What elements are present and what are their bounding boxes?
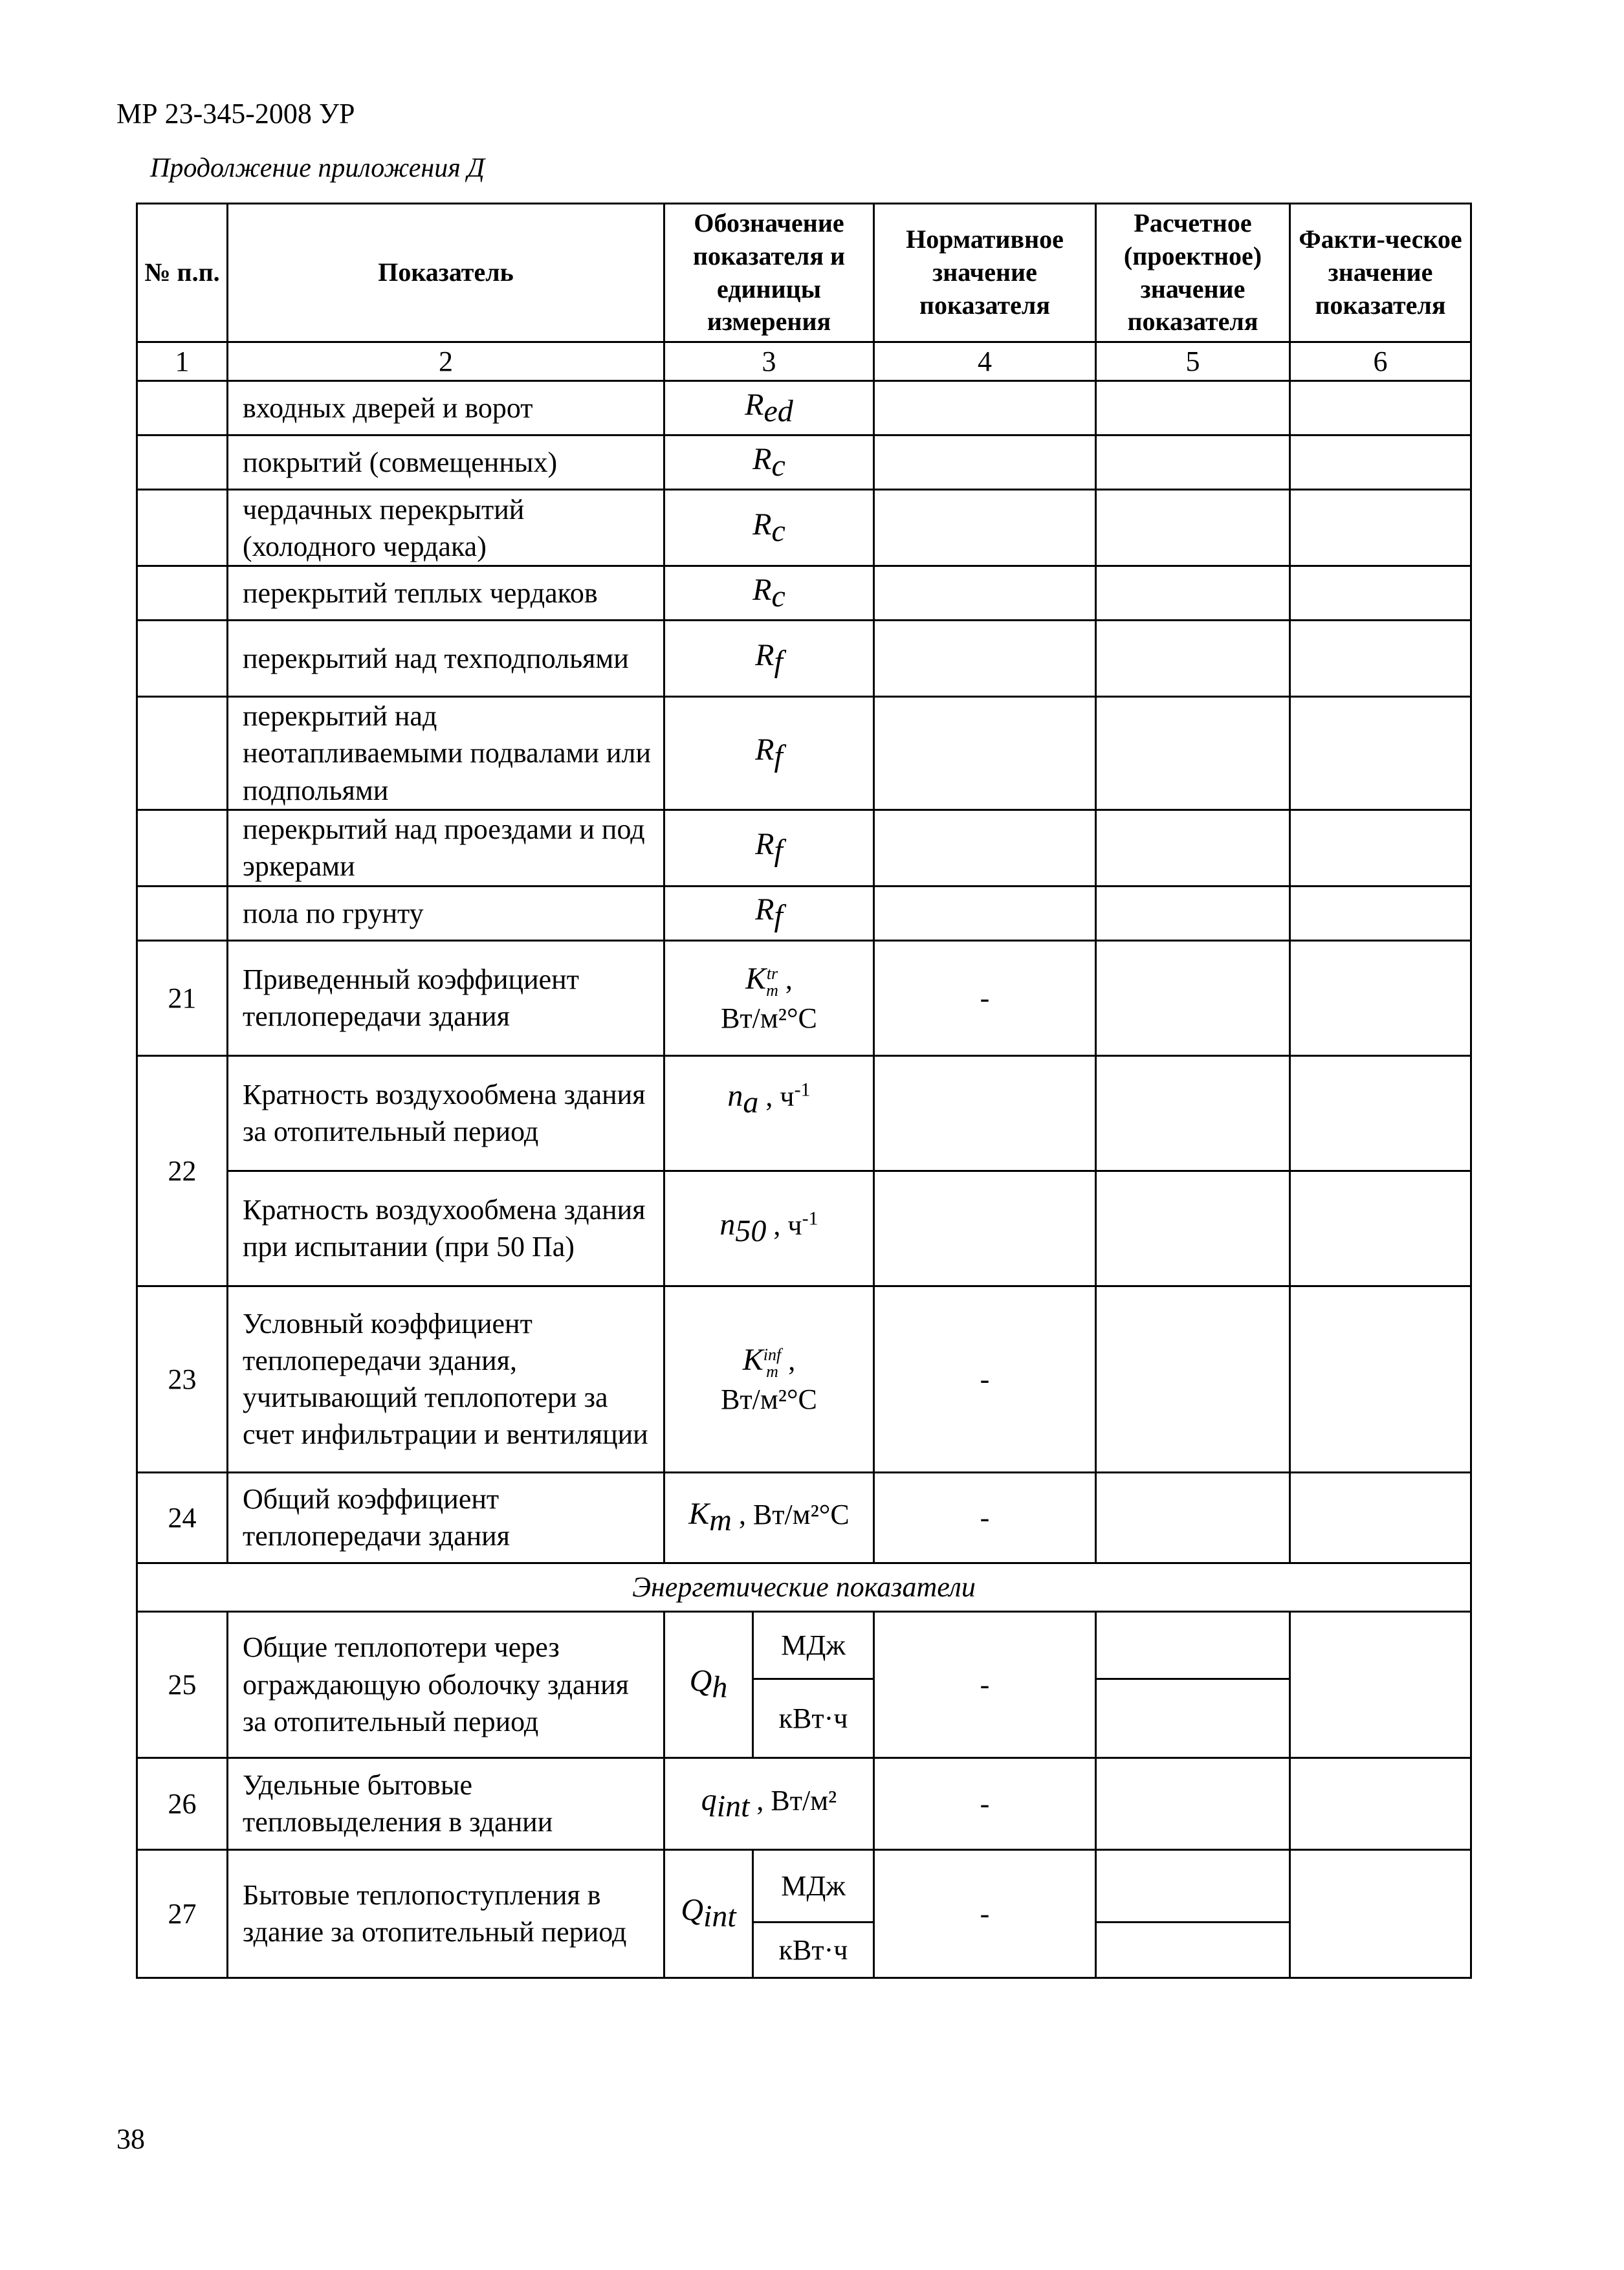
indicator-label: Приведенный коэффициент теплопередачи здания — [228, 940, 664, 1055]
row-number: 22 — [137, 1055, 228, 1286]
indicator-label: Кратность воздухообмена здания при испытании (при 50 Па) — [228, 1171, 664, 1286]
indicator-label: Общие теплопотери через ограждающую оболочку здания за отопительный период — [228, 1611, 664, 1758]
page-number: 38 — [116, 2123, 145, 2155]
table-row — [137, 1171, 1471, 1286]
table-header-row — [137, 204, 1471, 342]
table-row — [137, 566, 1471, 621]
normative-value: - — [874, 1758, 1096, 1849]
indicator-symbol: $Q_h$ — [664, 1611, 753, 1758]
row-number: 24 — [137, 1472, 228, 1563]
row-number: 25 — [137, 1611, 228, 1758]
normative-value: - — [874, 1286, 1096, 1472]
column-number: 4 — [874, 342, 1096, 381]
row-number: 26 — [137, 1758, 228, 1849]
unit-label: кВт·ч — [753, 1922, 874, 1978]
column-number: 2 — [228, 342, 664, 381]
table-row — [137, 1758, 1471, 1849]
appendix-caption: Продолжение приложения Д — [150, 153, 485, 183]
table-row — [137, 1055, 1471, 1171]
indicator-label: Условный коэффициент теплопередачи здания, учитывающий теплопотери за счет инфильтрации и вентиляции — [228, 1286, 664, 1472]
table-row — [137, 490, 1471, 566]
unit-label: МДж — [753, 1611, 874, 1679]
table-row — [137, 1849, 1471, 1922]
indicator-label: Кратность воздухообмена здания за отопительный период — [228, 1055, 664, 1171]
indicator-label: входных дверей и ворот — [228, 381, 664, 435]
indicator-symbol: $R_f$ — [664, 810, 874, 886]
indicator-symbol: $Q_{int}$ — [664, 1849, 753, 1978]
indicator-symbol: $n_{50}$ , $ч^{-1}$ — [664, 1171, 874, 1286]
indicator-symbol: $R_c$ — [664, 435, 874, 490]
normative-value: - — [874, 940, 1096, 1055]
indicator-symbol: $R_f$ — [664, 886, 874, 940]
normative-value: - — [874, 1611, 1096, 1758]
indicator-symbol: $K_m$ , Вт/м²°С — [664, 1472, 874, 1563]
column-number: 3 — [664, 342, 874, 381]
table-row — [137, 1286, 1471, 1472]
unit-label: МДж — [753, 1849, 874, 1922]
indicator-label: перекрытий над неотапливаемыми подвалами или подпольями — [228, 697, 664, 810]
indicator-symbol: $R_c$ — [664, 566, 874, 621]
indicator-symbol: K inf m , Вт/м²°С — [664, 1286, 874, 1472]
table-row — [137, 1611, 1471, 1679]
indicator-label: чердачных перекрытий (холодного чердака) — [228, 490, 664, 566]
indicator-symbol: $n_a$ , $ч^{-1}$ — [664, 1055, 874, 1171]
indicator-symbol: K tr m , Вт/м²°С — [664, 940, 874, 1055]
indicator-label: пола по грунту — [228, 886, 664, 940]
table-row — [137, 810, 1471, 886]
column-number: 6 — [1290, 342, 1471, 381]
table-row — [137, 435, 1471, 490]
header-design: Расчетное (проектное) значение показателя — [1096, 204, 1290, 342]
header-actual: Факти-ческое значение показателя — [1290, 204, 1471, 342]
indicator-symbol: $R_{ed}$ — [664, 381, 874, 435]
column-number: 5 — [1096, 342, 1290, 381]
indicator-label: перекрытий над проездами и под эркерами — [228, 810, 664, 886]
header-no: № п.п. — [137, 204, 228, 342]
table-row — [137, 697, 1471, 810]
indicators-table — [136, 203, 1472, 1979]
indicator-label: Удельные бытовые тепловыделения в здании — [228, 1758, 664, 1849]
indicator-symbol: $R_f$ — [664, 697, 874, 810]
column-number: 1 — [137, 342, 228, 381]
document-code: МР 23-345-2008 УР — [116, 98, 355, 129]
indicator-label: покрытий (совмещенных) — [228, 435, 664, 490]
table-row — [137, 886, 1471, 940]
normative-value: - — [874, 1849, 1096, 1978]
row-number: 21 — [137, 940, 228, 1055]
indicator-label: перекрытий над техподпольями — [228, 621, 664, 697]
row-number: 23 — [137, 1286, 228, 1472]
section-row — [137, 1563, 1471, 1611]
normative-value: - — [874, 1472, 1096, 1563]
indicator-symbol: $R_f$ — [664, 621, 874, 697]
indicator-label: Бытовые теплопоступления в здание за отопительный период — [228, 1849, 664, 1978]
unit-label: кВт·ч — [753, 1679, 874, 1758]
header-indicator: Показатель — [228, 204, 664, 342]
header-normative: Нормативное значение показателя — [874, 204, 1096, 342]
indicator-label: перекрытий теплых чердаков — [228, 566, 664, 621]
indicator-label: Общий коэффициент теплопередачи здания — [228, 1472, 664, 1563]
table-row — [137, 621, 1471, 697]
table-row — [137, 381, 1471, 435]
header-designation: Обозначение показателя и единицы измерения — [664, 204, 874, 342]
indicator-symbol: $R_c$ — [664, 490, 874, 566]
column-number-row — [137, 342, 1471, 381]
indicator-symbol: $q_{int}$ , Вт/м² — [664, 1758, 874, 1849]
section-title: Энергетические показатели — [137, 1563, 1471, 1611]
row-number: 27 — [137, 1849, 228, 1978]
table-row — [137, 940, 1471, 1055]
table-row — [137, 1472, 1471, 1563]
